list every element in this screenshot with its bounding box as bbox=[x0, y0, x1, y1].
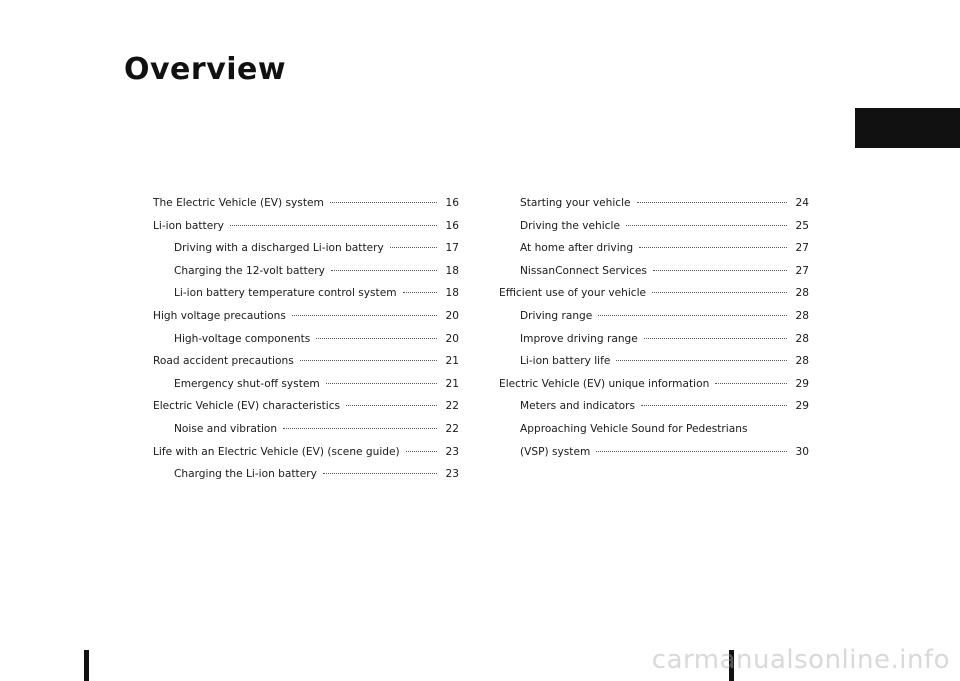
toc-entry[interactable] bbox=[153, 350, 459, 373]
toc-leader-dots bbox=[292, 314, 437, 316]
toc-entry-page: 16 bbox=[445, 219, 459, 232]
toc-entry-label: Meters and indicators bbox=[520, 400, 636, 413]
toc-entry-label: Life with an Electric Vehicle (EV) (scene guide) bbox=[153, 445, 400, 458]
crop-mark-left bbox=[84, 650, 89, 681]
toc-entry[interactable] bbox=[153, 215, 459, 238]
toc-entry[interactable] bbox=[499, 328, 809, 351]
toc-entry-label: High-voltage components bbox=[174, 332, 311, 345]
toc-entry-page: 25 bbox=[795, 219, 809, 232]
toc-entry[interactable] bbox=[153, 373, 459, 396]
toc-entry-label: Emergency shut-off system bbox=[174, 377, 320, 390]
toc-entry-label: Approaching Vehicle Sound for Pedestrians bbox=[520, 422, 748, 435]
toc-entry-label: Noise and vibration bbox=[174, 422, 278, 435]
toc-leader-dots bbox=[626, 224, 787, 226]
toc-entry[interactable] bbox=[499, 418, 809, 463]
toc-entry-page: 20 bbox=[445, 332, 459, 345]
toc-entry[interactable] bbox=[153, 441, 459, 464]
toc-entry-page: 22 bbox=[445, 422, 459, 435]
toc-entry-page: 24 bbox=[795, 197, 809, 209]
toc-leader-dots bbox=[644, 337, 787, 339]
toc-entry-page: 28 bbox=[795, 332, 809, 345]
toc-entry-label: Driving the vehicle bbox=[520, 219, 620, 232]
toc-entry-label: At home after driving bbox=[520, 242, 634, 255]
toc-entry[interactable] bbox=[153, 282, 459, 305]
toc-entry-page: 18 bbox=[445, 264, 459, 277]
toc-entry[interactable] bbox=[153, 328, 459, 351]
toc-entry-label: The Electric Vehicle (EV) system bbox=[153, 197, 324, 209]
toc-entry-label: (VSP) system bbox=[520, 445, 591, 458]
toc-entry-page: 23 bbox=[445, 468, 459, 481]
toc-leader-dots bbox=[598, 314, 787, 316]
toc-leader-dots bbox=[653, 269, 787, 271]
toc-leader-dots bbox=[596, 450, 787, 452]
toc-entry[interactable] bbox=[499, 237, 809, 260]
toc-entry-label: NissanConnect Services bbox=[520, 264, 647, 277]
toc-entry-page: 29 bbox=[795, 400, 809, 413]
toc-entry[interactable] bbox=[153, 418, 459, 441]
toc-entry[interactable] bbox=[153, 395, 459, 418]
toc-leader-dots bbox=[390, 246, 437, 248]
toc-entry-label: Driving range bbox=[520, 309, 593, 322]
toc-entry-label: Li-ion battery life bbox=[520, 355, 611, 368]
toc-leader-dots bbox=[300, 359, 437, 361]
toc-entry-label: Charging the 12-volt battery bbox=[174, 264, 325, 277]
toc-leader-dots bbox=[403, 291, 437, 293]
toc-leader-dots bbox=[616, 359, 787, 361]
toc-entry[interactable] bbox=[153, 463, 459, 486]
toc-entry-label: Starting your vehicle bbox=[520, 197, 631, 209]
toc-entry-page: 23 bbox=[445, 445, 459, 458]
toc-right-column bbox=[499, 192, 809, 463]
toc-entry-label: High voltage precautions bbox=[153, 309, 286, 322]
toc-entry[interactable] bbox=[499, 215, 809, 238]
toc-entry-label: Road accident precautions bbox=[153, 355, 294, 368]
toc-entry-page: 20 bbox=[445, 309, 459, 322]
toc-entry-page: 27 bbox=[795, 242, 809, 255]
toc-entry-label: Li-ion battery bbox=[153, 219, 224, 232]
toc-left-column bbox=[153, 192, 459, 486]
watermark: carmanualsonline.info bbox=[651, 645, 950, 675]
toc-entry-page: 22 bbox=[445, 400, 459, 413]
toc-entry[interactable] bbox=[499, 395, 809, 418]
toc-entry[interactable] bbox=[499, 282, 809, 305]
toc-entry-label: Electric Vehicle (EV) characteristics bbox=[153, 400, 341, 413]
toc-entry[interactable] bbox=[153, 260, 459, 283]
toc-entry-page: 17 bbox=[445, 242, 459, 255]
toc-entry-label: Electric Vehicle (EV) unique information bbox=[499, 377, 710, 390]
toc-entry-page: 27 bbox=[795, 264, 809, 277]
toc-entry-page: 21 bbox=[445, 377, 459, 390]
toc-leader-dots bbox=[346, 404, 437, 406]
section-tab-marker bbox=[855, 108, 960, 148]
toc-entry-page: 21 bbox=[445, 355, 459, 368]
toc-leader-dots bbox=[230, 224, 437, 226]
toc-entry-page: 16 bbox=[445, 197, 459, 209]
toc-entry-label: Driving with a discharged Li-ion battery bbox=[174, 242, 384, 255]
toc-leader-dots bbox=[323, 472, 437, 474]
toc-entry-last-line bbox=[520, 441, 809, 464]
toc-entry[interactable] bbox=[153, 305, 459, 328]
toc-leader-dots bbox=[406, 450, 437, 452]
toc-leader-dots bbox=[331, 269, 437, 271]
toc-leader-dots bbox=[283, 427, 437, 429]
toc-entry-page: 28 bbox=[795, 355, 809, 368]
toc-entry-page: 29 bbox=[795, 377, 809, 390]
toc-entry-page: 28 bbox=[795, 309, 809, 322]
toc-entry[interactable] bbox=[499, 305, 809, 328]
toc-entry[interactable] bbox=[499, 350, 809, 373]
toc-entry[interactable] bbox=[153, 192, 459, 215]
toc-entry[interactable] bbox=[153, 237, 459, 260]
toc-entry-page: 30 bbox=[795, 445, 809, 458]
toc-entry[interactable] bbox=[499, 373, 809, 396]
toc-entry[interactable] bbox=[499, 260, 809, 283]
toc-leader-dots bbox=[715, 382, 787, 384]
toc-leader-dots bbox=[641, 404, 787, 406]
toc-entry-label: Li-ion battery temperature control system bbox=[174, 287, 397, 300]
toc-leader-dots bbox=[316, 337, 437, 339]
toc-leader-dots bbox=[637, 201, 787, 203]
toc-leader-dots bbox=[330, 201, 437, 203]
toc-entry-label: Efficient use of your vehicle bbox=[499, 287, 647, 300]
toc-entry-page: 18 bbox=[445, 287, 459, 300]
toc-entry[interactable] bbox=[499, 192, 809, 215]
toc-entry-label: Charging the Li-ion battery bbox=[174, 468, 317, 481]
toc-entry-label: Improve driving range bbox=[520, 332, 638, 345]
page-title: Overview bbox=[124, 52, 287, 87]
toc-leader-dots bbox=[652, 291, 787, 293]
toc-leader-dots bbox=[326, 382, 437, 384]
toc-leader-dots bbox=[639, 246, 787, 248]
toc-entry-page: 28 bbox=[795, 287, 809, 300]
